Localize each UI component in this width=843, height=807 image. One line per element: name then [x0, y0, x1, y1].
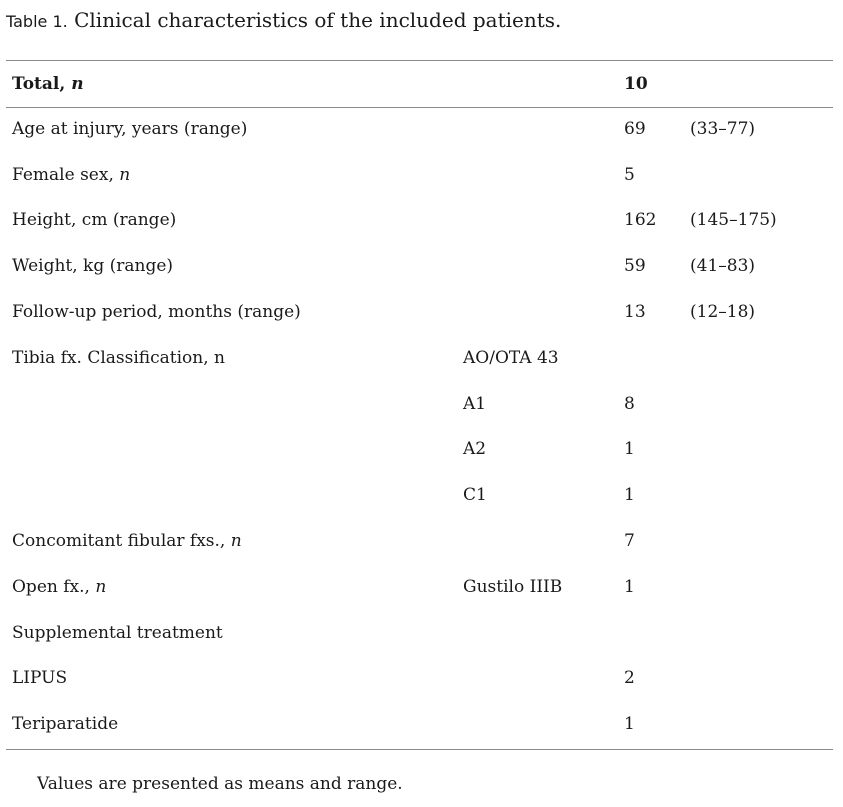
row-value: 1	[624, 714, 635, 735]
row-value: 7	[624, 531, 635, 552]
row-range	[684, 564, 833, 610]
row-range	[684, 335, 833, 381]
row-subcategory	[457, 610, 618, 656]
row-subcategory: A2	[463, 439, 487, 460]
row-label	[6, 472, 457, 518]
row-range	[684, 656, 833, 702]
row-label: Height, cm (range)	[12, 210, 177, 231]
table-row	[6, 564, 833, 610]
row-range	[684, 701, 833, 747]
row-subcategory: AO/OTA 43	[463, 347, 559, 368]
table-number: Table 1.	[6, 12, 68, 31]
table-footnote: Values are presented as means and range.	[37, 774, 403, 794]
row-range: (145–175)	[690, 210, 777, 231]
row-subcategory	[457, 289, 618, 335]
row-label: Weight, kg (range)	[12, 256, 174, 277]
row-label: LIPUS	[12, 668, 68, 689]
row-value: 162	[624, 210, 657, 231]
table-row	[6, 243, 833, 289]
row-range: (33–77)	[690, 118, 756, 139]
row-label	[6, 381, 457, 427]
row-value: 5	[624, 164, 635, 185]
header-label: Total, n	[12, 73, 84, 94]
row-value: 59	[624, 256, 646, 277]
table-row	[6, 335, 833, 381]
table-caption	[6, 8, 561, 32]
row-label: Follow-up period, months (range)	[12, 302, 301, 323]
bottom-rule	[6, 749, 833, 750]
table-row	[6, 610, 833, 656]
row-range	[684, 518, 833, 564]
table-header-row	[6, 61, 833, 106]
row-label: Supplemental treatment	[12, 622, 223, 643]
header-value: 10	[624, 73, 648, 94]
row-label: Female sex, n	[12, 164, 131, 185]
row-range: (12–18)	[690, 302, 756, 323]
row-range	[684, 610, 833, 656]
row-value	[618, 335, 684, 381]
row-subcategory	[457, 152, 618, 198]
clinical-characteristics-table	[6, 61, 833, 747]
row-subcategory	[457, 243, 618, 289]
row-subcategory: A1	[463, 393, 487, 414]
row-subcategory: Gustilo IIIB	[463, 576, 563, 597]
table-row	[6, 518, 833, 564]
row-subcategory	[457, 656, 618, 702]
row-value: 13	[624, 302, 646, 323]
row-subcategory	[457, 518, 618, 564]
table-row	[6, 198, 833, 244]
row-label: Tibia fx. Classification, n	[12, 347, 225, 368]
row-label	[6, 427, 457, 473]
row-range	[684, 152, 833, 198]
table-row	[6, 381, 833, 427]
row-label: Age at injury, years (range)	[12, 118, 248, 139]
row-label: Teriparatide	[12, 714, 119, 735]
row-value: 1	[624, 485, 635, 506]
row-value: 8	[624, 393, 635, 414]
table-row	[6, 152, 833, 198]
table-row	[6, 656, 833, 702]
table-row	[6, 701, 833, 747]
table-row	[6, 289, 833, 335]
row-subcategory	[457, 198, 618, 244]
row-value: 2	[624, 668, 635, 689]
row-range	[684, 472, 833, 518]
row-label: Concomitant fibular fxs., n	[12, 531, 242, 552]
row-subcategory	[457, 106, 618, 152]
table-row	[6, 427, 833, 473]
row-subcategory	[457, 701, 618, 747]
table-title: Clinical characteristics of the included patients.	[67, 8, 562, 32]
row-value: 1	[624, 576, 635, 597]
row-label: Open fx., n	[12, 576, 107, 597]
row-value	[618, 610, 684, 656]
row-value: 69	[624, 118, 646, 139]
row-subcategory: C1	[463, 485, 487, 506]
row-range	[684, 427, 833, 473]
row-value: 1	[624, 439, 635, 460]
table-row	[6, 472, 833, 518]
row-range: (41–83)	[690, 256, 756, 277]
row-range	[684, 381, 833, 427]
table-row	[6, 106, 833, 152]
